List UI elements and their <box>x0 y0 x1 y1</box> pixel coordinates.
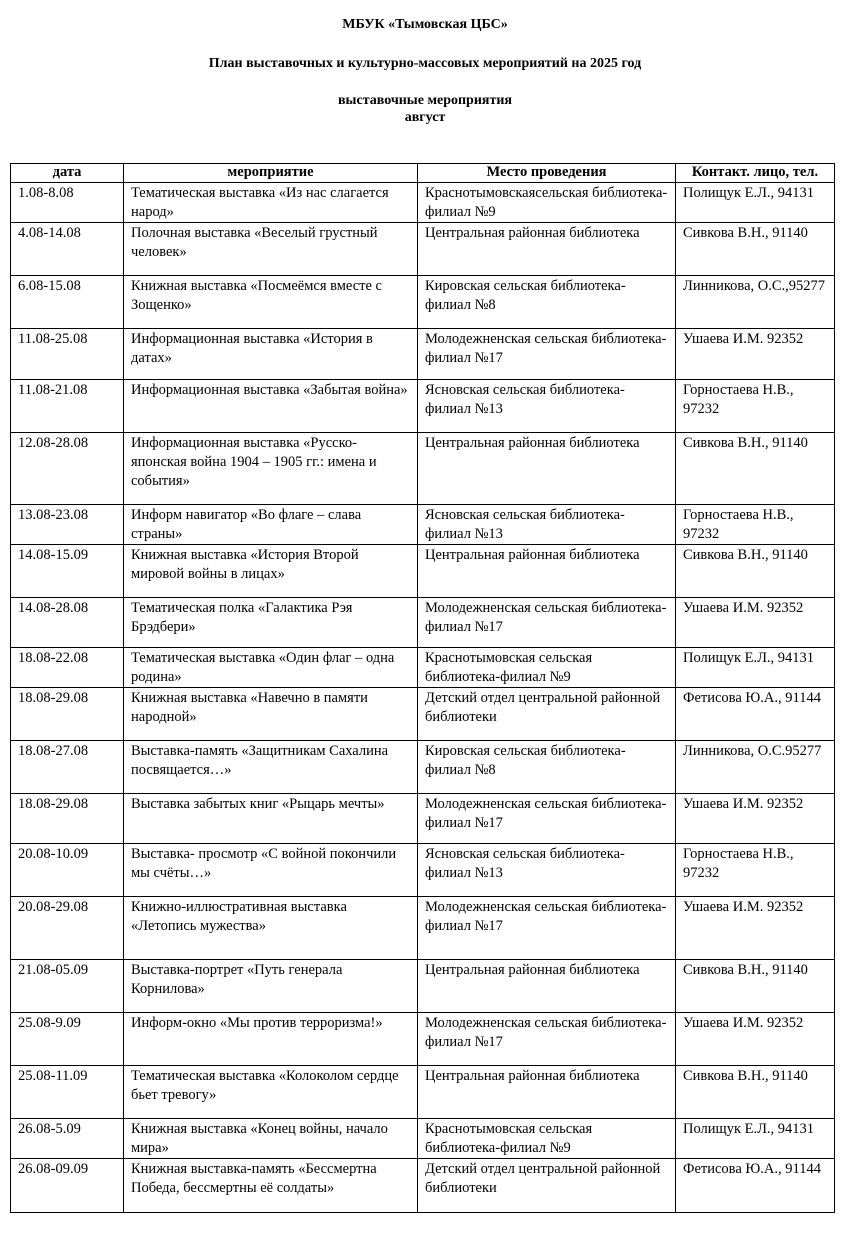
cell-event: Информационная выставка «Забытая война» <box>124 380 418 433</box>
cell-event: Полочная выставка «Веселый грустный человек» <box>124 223 418 276</box>
column-header-date: дата <box>11 164 124 183</box>
cell-event: Тематическая полка «Галактика Рэя Брэдбери» <box>124 598 418 648</box>
cell-contact: Сивкова В.Н., 91140 <box>676 545 835 598</box>
cell-contact: Сивкова В.Н., 91140 <box>676 1066 835 1119</box>
cell-event: Тематическая выставка «Из нас слагается народ» <box>124 183 418 223</box>
cell-event: Книжная выставка «Посмеёмся вместе с Зощенко» <box>124 276 418 329</box>
cell-event: Книжно-иллюстративная выставка «Летопись мужества» <box>124 897 418 960</box>
cell-contact: Фетисова Ю.А., 91144 <box>676 688 835 741</box>
cell-date: 1.08-8.08 <box>11 183 124 223</box>
table-row <box>11 794 835 844</box>
cell-event: Книжная выставка «Навечно в памяти народной» <box>124 688 418 741</box>
table-row <box>11 741 835 794</box>
organization-title: МБУК «Тымовская ЦБС» <box>342 17 508 32</box>
table-body <box>11 183 835 1213</box>
column-header-contact: Контакт. лицо, тел. <box>676 164 835 183</box>
cell-event: Информационная выставка «История в датах» <box>124 329 418 380</box>
cell-place: Молодежненская сельская библиотека-филиал №17 <box>418 897 676 960</box>
cell-event: Тематическая выставка «Один флаг – одна родина» <box>124 648 418 688</box>
cell-date: 20.08-29.08 <box>11 897 124 960</box>
cell-place: Молодежненская сельская библиотека-филиал №17 <box>418 1013 676 1066</box>
table-row <box>11 329 835 380</box>
table-row <box>11 1159 835 1213</box>
cell-contact: Полищук Е.Л., 94131 <box>676 1119 835 1159</box>
cell-place: Ясновская сельская библиотека-филиал №13 <box>418 380 676 433</box>
cell-date: 11.08-21.08 <box>11 380 124 433</box>
cell-date: 14.08-28.08 <box>11 598 124 648</box>
cell-date: 18.08-27.08 <box>11 741 124 794</box>
cell-place: Центральная районная библиотека <box>418 223 676 276</box>
table-row <box>11 688 835 741</box>
cell-place: Краснотымовская сельская библиотека-филиал №9 <box>418 648 676 688</box>
cell-date: 20.08-10.09 <box>11 844 124 897</box>
cell-contact: Полищук Е.Л., 94131 <box>676 183 835 223</box>
cell-event: Информационная выставка «Русско-японская война 1904 – 1905 гг.: имена и события» <box>124 433 418 505</box>
cell-event: Книжная выставка-память «Бессмертна Победа, бессмертны её солдаты» <box>124 1159 418 1213</box>
table-row <box>11 505 835 545</box>
column-header-event: мероприятие <box>124 164 418 183</box>
cell-contact: Ушаева И.М. 92352 <box>676 897 835 960</box>
cell-place: Молодежненская сельская библиотека-филиал №17 <box>418 794 676 844</box>
cell-place: Кировская сельская библиотека-филиал №8 <box>418 276 676 329</box>
cell-place: Ясновская сельская библиотека-филиал №13 <box>418 505 676 545</box>
month-title: август <box>404 110 446 125</box>
cell-place: Молодежненская сельская библиотека-филиал №17 <box>418 329 676 380</box>
table-row <box>11 648 835 688</box>
cell-event: Книжная выставка «Конец войны, начало мира» <box>124 1119 418 1159</box>
table-row <box>11 1013 835 1066</box>
table-row <box>11 433 835 505</box>
cell-event: Выставка- просмотр «С войной покончили мы счёты…» <box>124 844 418 897</box>
plan-title: План выставочных и культурно-массовых мероприятий на 2025 год <box>208 56 642 71</box>
cell-contact: Полищук Е.Л., 94131 <box>676 648 835 688</box>
table-row <box>11 545 835 598</box>
cell-contact: Ушаева И.М. 92352 <box>676 1013 835 1066</box>
cell-contact: Ушаева И.М. 92352 <box>676 598 835 648</box>
table-row <box>11 380 835 433</box>
cell-place: Краснотымовская сельская библиотека-филиал №9 <box>418 1119 676 1159</box>
cell-contact: Ушаева И.М. 92352 <box>676 794 835 844</box>
cell-place: Детский отдел центральной районной библиотеки <box>418 1159 676 1213</box>
section-title: выставочные мероприятия <box>337 93 512 108</box>
cell-event: Информ навигатор «Во флаге – слава страны» <box>124 505 418 545</box>
cell-date: 11.08-25.08 <box>11 329 124 380</box>
cell-date: 18.08-29.08 <box>11 688 124 741</box>
cell-place: Краснотымовскаясельская библиотека-филиал №9 <box>418 183 676 223</box>
table-row <box>11 897 835 960</box>
cell-place: Кировская сельская библиотека-филиал №8 <box>418 741 676 794</box>
cell-place: Детский отдел центральной районной библиотеки <box>418 688 676 741</box>
events-table <box>10 163 835 1213</box>
cell-event: Выставка забытых книг «Рыцарь мечты» <box>124 794 418 844</box>
cell-date: 13.08-23.08 <box>11 505 124 545</box>
cell-contact: Горностаева Н.В., 97232 <box>676 505 835 545</box>
column-header-place: Место проведения <box>418 164 676 183</box>
cell-place: Центральная районная библиотека <box>418 1066 676 1119</box>
cell-date: 6.08-15.08 <box>11 276 124 329</box>
cell-date: 18.08-22.08 <box>11 648 124 688</box>
cell-date: 25.08-9.09 <box>11 1013 124 1066</box>
table-row <box>11 276 835 329</box>
cell-date: 26.08-09.09 <box>11 1159 124 1213</box>
cell-event: Выставка-портрет «Путь генерала Корнилова» <box>124 960 418 1013</box>
table-row <box>11 1066 835 1119</box>
cell-event: Тематическая выставка «Колоколом сердце бьет тревогу» <box>124 1066 418 1119</box>
cell-contact: Линникова, О.С.,95277 <box>676 276 835 329</box>
cell-contact: Линникова, О.С.95277 <box>676 741 835 794</box>
cell-contact: Сивкова В.Н., 91140 <box>676 960 835 1013</box>
cell-contact: Горностаева Н.В., 97232 <box>676 380 835 433</box>
cell-place: Молодежненская сельская библиотека-филиал №17 <box>418 598 676 648</box>
cell-place: Центральная районная библиотека <box>418 960 676 1013</box>
cell-contact: Сивкова В.Н., 91140 <box>676 433 835 505</box>
table-row <box>11 183 835 223</box>
cell-event: Информ-окно «Мы против терроризма!» <box>124 1013 418 1066</box>
table-row <box>11 960 835 1013</box>
cell-date: 25.08-11.09 <box>11 1066 124 1119</box>
table-row <box>11 1119 835 1159</box>
cell-place: Центральная районная библиотека <box>418 545 676 598</box>
cell-date: 14.08-15.09 <box>11 545 124 598</box>
cell-date: 18.08-29.08 <box>11 794 124 844</box>
cell-date: 4.08-14.08 <box>11 223 124 276</box>
table-row <box>11 844 835 897</box>
cell-contact: Горностаева Н.В., 97232 <box>676 844 835 897</box>
table-row <box>11 598 835 648</box>
cell-date: 26.08-5.09 <box>11 1119 124 1159</box>
cell-event: Книжная выставка «История Второй мировой войны в лицах» <box>124 545 418 598</box>
table-row <box>11 223 835 276</box>
cell-contact: Сивкова В.Н., 91140 <box>676 223 835 276</box>
cell-date: 12.08-28.08 <box>11 433 124 505</box>
table-header-row <box>11 164 835 183</box>
cell-contact: Фетисова Ю.А., 91144 <box>676 1159 835 1213</box>
cell-place: Ясновская сельская библиотека-филиал №13 <box>418 844 676 897</box>
cell-event: Выставка-память «Защитникам Сахалина посвящается…» <box>124 741 418 794</box>
cell-contact: Ушаева И.М. 92352 <box>676 329 835 380</box>
cell-place: Центральная районная библиотека <box>418 433 676 505</box>
cell-date: 21.08-05.09 <box>11 960 124 1013</box>
